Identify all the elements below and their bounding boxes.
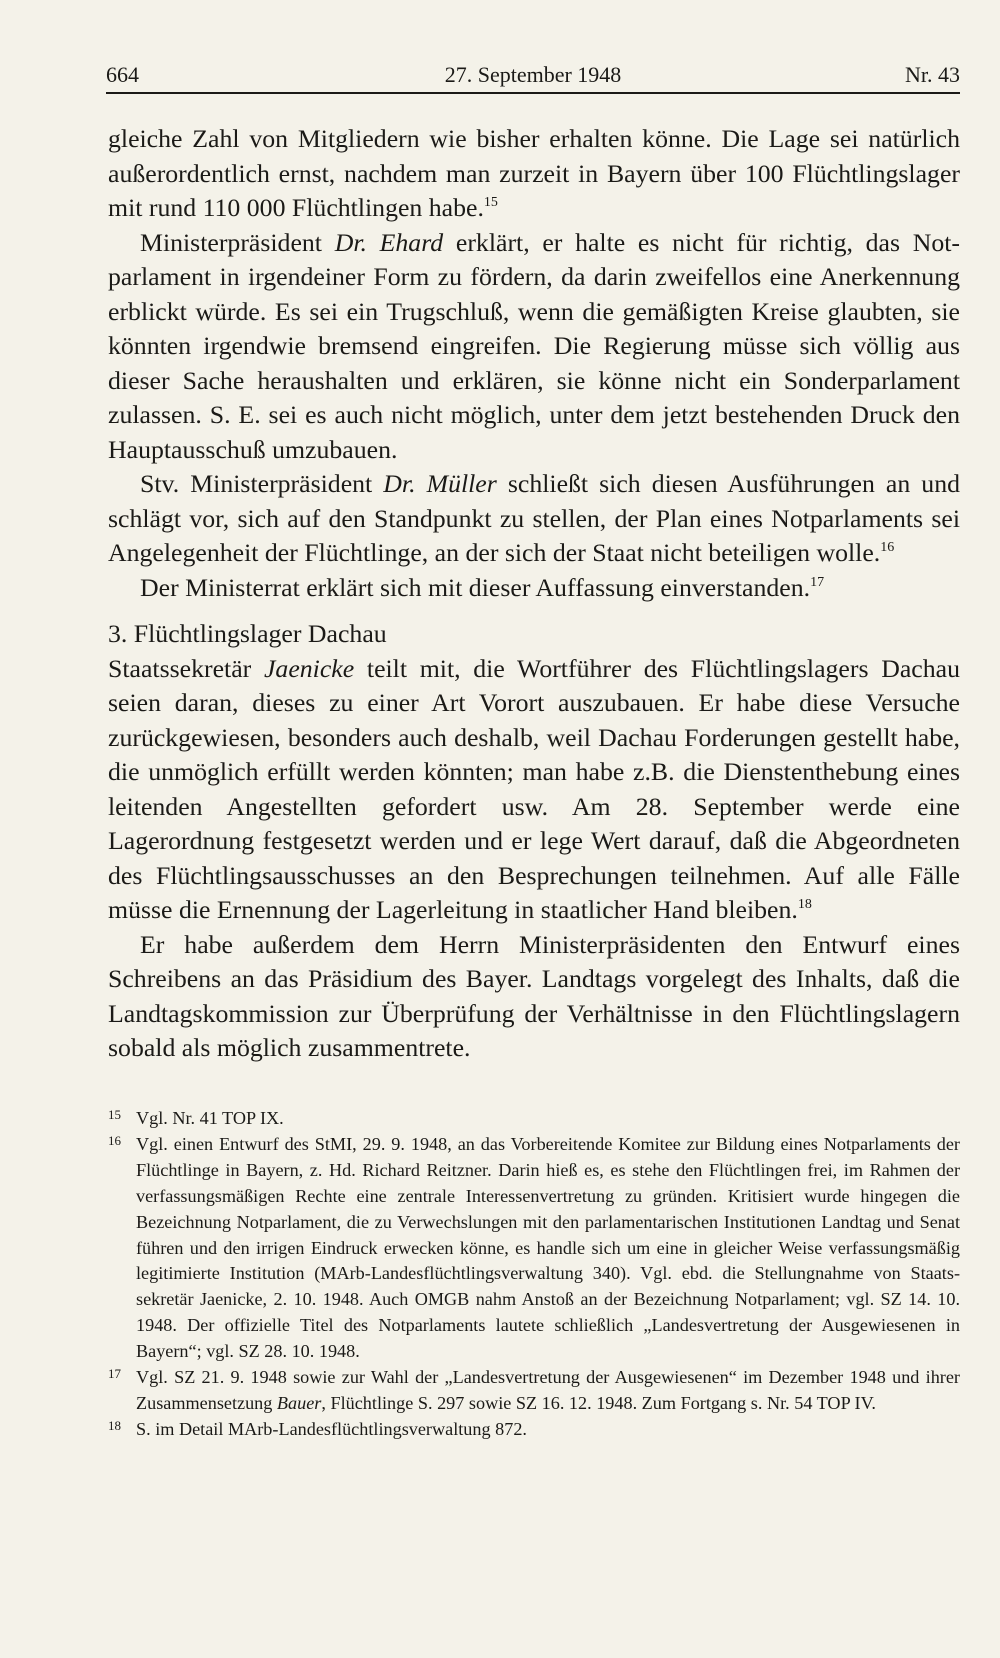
speaker-name: Dr. Ehard bbox=[334, 227, 444, 257]
page-number: 664 bbox=[106, 62, 139, 87]
footnote-mark: 18 bbox=[108, 1417, 121, 1433]
footnote-ref-17[interactable]: 17 bbox=[810, 574, 825, 590]
footnote-16 bbox=[108, 1132, 960, 1365]
paragraph-1: gleiche Zahl von Mitgliedern wie bisher erhalten könne. Die Lage sei natürlich außerordentlich ernst, nachdem man zurzeit in Bayern über 100 Flüchtlingslager mit rund 110 000 Flüchtlingen habe.$^{15}$ bbox=[108, 124, 960, 222]
running-header bbox=[106, 58, 960, 94]
paragraph-6: Er habe außerdem dem Herrn Ministerpräsidenten den Entwurf eines Schreibens an das Präsidium des Bayer. Landtags vorgelegt des Inhalts, daß die Landtagskommission zur Überprüfung der Verhältnisse in den Flüchtlingslagern sobald als möglich zusammentrete. bbox=[108, 929, 960, 1062]
speaker-name: Jaenicke bbox=[263, 653, 355, 683]
footnotes bbox=[108, 1106, 960, 1443]
footnote-mark: 15 bbox=[108, 1107, 121, 1122]
footnote-text: S. im Detail MArb-Landesflüchtlingsverwaltung 872. bbox=[136, 1418, 527, 1439]
footnote-text: Vgl. Nr. 41 TOP IX. bbox=[136, 1108, 284, 1128]
main-text bbox=[108, 122, 960, 1066]
footnote-15 bbox=[108, 1106, 960, 1132]
footnote-text: Vgl. einen Entwurf des StMI, 29. 9. 1948, an das Vorbereitende Komitee zur Bildung eines Notparlaments der Flüchtlinge in Bayern, z. Hd. Richard Reitzner. Darin hieß es, es stehe den Flüchtlingen frei, im Rahmen der verfassungsmäßigen Rechte eine zentrale Interessenvertretung zu gründen. Kritisiert wurde hingegen die Bezeichnung Notparlament, die zu Verwechslungen mit den parlamentarischen Institutionen Landtag und Senat führen und den irrigen Eindruck erwecken könne, es handle sich um eine in gleicher Weise verfassungsmäßig legitimierte Institution (MArb-Landesflüchtlingsverwaltung 340). Vgl. ebd. die Stellungnahme von Staatssekretär Jaenicke, 2. 10. 1948. Auch OMGB nahm Anstoß an der Bezeichnung Notparlament; vgl. SZ 14. 10. 1948. Der offizielle Titel des Notparlaments lautete schließlich „Landesvertretung der Ausgewiesenen in Bayern“; vgl. SZ 28. 10. 1948. bbox=[136, 1133, 960, 1362]
paragraph-4: Der Ministerrat erklärt sich mit dieser Auffassung einverstanden.$^{17}$ bbox=[140, 572, 825, 602]
footnote-18 bbox=[108, 1417, 960, 1443]
footnote-mark: 16 bbox=[108, 1132, 121, 1148]
footnote-text: Vgl. SZ 21. 9. 1948 sowie zur Wahl der „Landesvertretung der Ausgewiesenen“ im Dezember 1948 und ihrer Zusammensetzung Bauer, Flüchtlinge S. 297 sowie SZ 16. 12. 1948. Zum Fortgang s. Nr. 54 TOP IV. bbox=[136, 1367, 960, 1413]
footnote-ref-18[interactable]: 18 bbox=[797, 897, 812, 912]
speaker-name: Dr. Müller bbox=[383, 469, 497, 498]
header-date: 27. September 1948 bbox=[444, 62, 622, 87]
issue-number: Nr. 43 bbox=[905, 62, 960, 87]
paragraph-2: Ministerpräsident Dr. Ehard erklärt, er halte es nicht für richtig, das Notparlament in irgendeiner Form zu fördern, da darin zweifellos eine Anerkennung erblickt würde. Es sei ein Trugschluß, wenn die gemäßigten Kreise glaubten, sie könnten irgendwie bremsend eingreifen. Die Regierung müsse sich völlig aus dieser Sache heraushalten und erklären, sie könne nicht ein Sonderparlament zulassen. S. E. sei es auch nicht möglich, unter dem jetzt bestehenden Druck den Hauptausschuß umzubauen. bbox=[108, 227, 961, 464]
footnote-ref-16[interactable]: 16 bbox=[880, 540, 895, 555]
footnote-mark: 17 bbox=[108, 1366, 121, 1382]
section-heading: 3. Flüchtlingslager Dachau bbox=[108, 619, 387, 648]
paragraph-3: Stv. Ministerpräsident Dr. Müller schließt sich diesen Ausführungen an und schlägt vor, sich auf den Standpunkt zu stellen, der Plan eines Notparlaments sei Angelegenheit der Flüchtlinge, an der sich der Staat nicht beteiligen wolle.$^{16}$ bbox=[108, 469, 961, 567]
author-name: Bauer bbox=[276, 1392, 322, 1413]
paragraph-5: Staatssekretär Jaenicke teilt mit, die Wortführer des Flüchtlingslagers Dachau seien daran, dieses zu einer Art Vorort auszubauen. Er habe diese Versuche zurückgewiesen, besonders auch deshalb, weil Dachau Forderungen gestellt habe, die unmöglich erfüllt werden könnten; man habe z.B. die Dienstenthebung eines leitenden Angestellten gefordert usw. Am 28. September werde eine Lagerordnung festgesetzt werden und er lege Wert darauf, daß die Abgeordneten des Flüchtlingsausschusses an den Besprechungen teilnehmen. Auf alle Fälle müsse die Ernennung der Lagerleitung in staatlicher Hand bleiben.$^{18}$ bbox=[108, 653, 960, 924]
footnote-ref-15[interactable]: 15 bbox=[483, 195, 498, 210]
footnote-17 bbox=[108, 1365, 960, 1417]
